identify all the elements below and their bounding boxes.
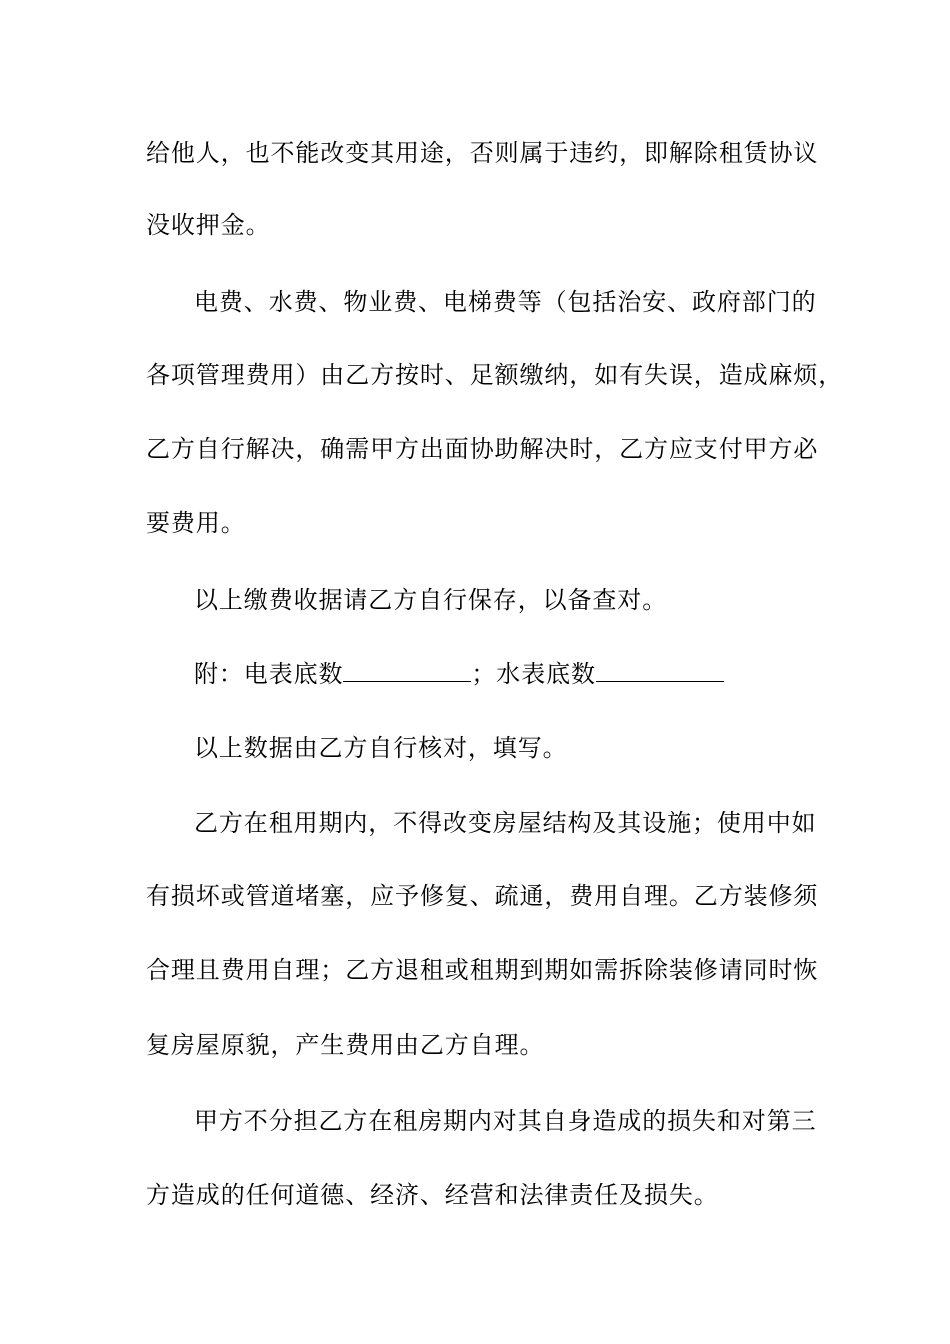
paragraph-line: 各项管理费用）由乙方按时、足额缴纳，如有失误，造成麻烦， xyxy=(146,361,844,389)
paragraph-line: 没收押金。 xyxy=(146,211,271,239)
paragraph-line: 方造成的任何道德、经济、经营和法律责任及损失。 xyxy=(146,1181,719,1209)
meter-reading-line xyxy=(194,659,724,689)
paragraph-line: 以上数据由乙方自行核对，填写。 xyxy=(194,734,568,762)
paragraph-line: 合理且费用自理；乙方退租或租期到期如需拆除装修请同时恢 xyxy=(146,956,819,984)
paragraph-line: 复房屋原貌，产生费用由乙方自理。 xyxy=(146,1031,545,1059)
electric-meter-blank[interactable] xyxy=(343,659,471,682)
paragraph-line: 要费用。 xyxy=(146,509,246,537)
paragraph-line: 给他人，也不能改变其用途，否则属于违约，即解除租赁协议 xyxy=(146,139,819,167)
paragraph-line: 电费、水费、物业费、电梯费等（包括治安、政府部门的 xyxy=(194,288,817,316)
water-meter-blank[interactable] xyxy=(596,659,724,682)
paragraph-line: 以上缴费收据请乙方自行保存，以备查对。 xyxy=(194,586,668,614)
paragraph-line: 甲方不分担乙方在租房期内对其自身造成的损失和对第三 xyxy=(194,1107,817,1135)
electric-meter-label: 附：电表底数 xyxy=(194,660,344,688)
water-meter-label: ；水表底数 xyxy=(471,660,596,688)
paragraph-line: 乙方在租用期内，不得改变房屋结构及其设施；使用中如 xyxy=(194,809,817,837)
paragraph-line: 有损坏或管道堵塞，应予修复、疏通，费用自理。乙方装修须 xyxy=(146,882,819,910)
paragraph-line: 乙方自行解决，确需甲方出面协助解决时，乙方应支付甲方必 xyxy=(146,435,819,463)
